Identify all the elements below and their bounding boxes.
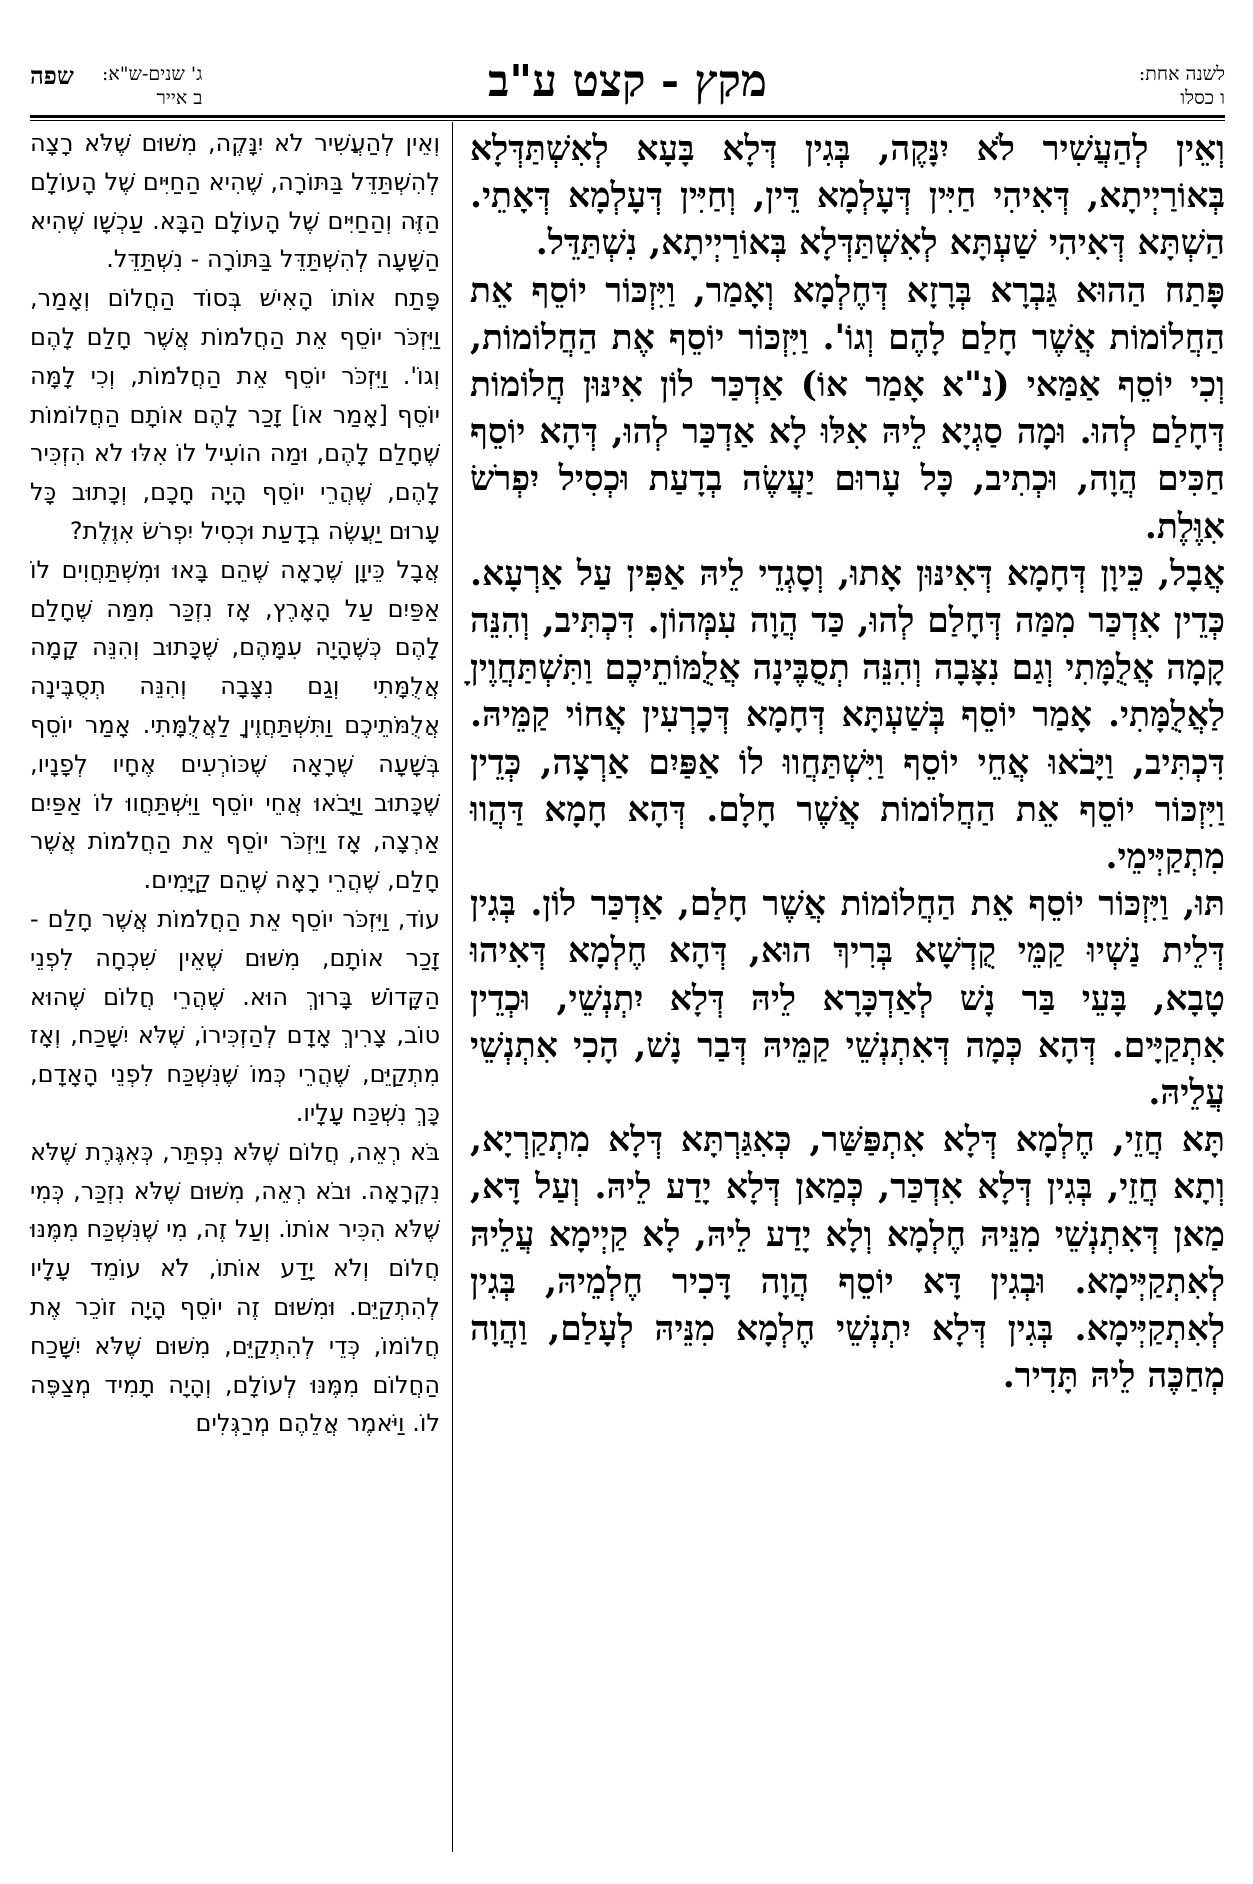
main-paragraph: וְאֵין לְהַעֲשִׁיר לֹא יִנָּקֶה, בְּגִין דְּלָא בָּעָא לְאִשְׁתַּדְּלָא בְּאוֹרַיְיתָא, דְּאִיהִי חַיִּין דְּעָלְמָא דֵּין, וְחַיִּין דְּעָלְמָא דְּאָתֵי. הַשְׁתָּא דְּאִיהִי שַׁעְתָּא לְאִשְׁתַּדְּלָא בְּאוֹרַיְיתָא, נִשְׁתַּדֵּל. <box>470 129 1225 264</box>
main-paragraph: פָּתַח הַהוּא גַּבְרָא בְּרָזָא דְּחֶלְמָא וְאָמַר, וַיִּזְכּוֹר יוֹסֵף אֵת הַחֲלוֹמוֹת אֲשֶׁר חָלַם לָהֶם וְגוֹ'. וַיִּזְכּוֹר יוֹסֵף אֶת הַחֲלוֹמוֹת, וְכִי יוֹסֵף אַמַּאי (נ"א אָמַר אוֹ) אַדְכַּר לוֹן אִינּוּן חֲלוֹמוֹת דְּחָלַם לְהוּ. וּמָה סַגְיָא לֵיהּ אִלּוּ לָא אַדְכַּר לְהוּ, דְּהָא יוֹסֵף חַכִּים הֲוָה, וּכְתִיב, כָּל עָרוּם יַעֲשֶׂה בְדָעַת וּכְסִיל יִפְרֹשׂ אִוֶּלֶת. <box>470 270 1225 547</box>
main-paragraph: תּוּ, וַיִּזְכּוֹר יוֹסֵף אֵת הַחֲלוֹמוֹת אֲשֶׁר חָלַם, אַדְכַּר לוֹן. בְּגִין דְּלֵית נַשְׁיוּ קַמֵּי קֻדְשָׁא בְּרִיךְ הוּא, דְּהָא חֶלְמָא דְּאִיהוּ טָבָא, בָּעֵי בַּר נָשׁ לְאַדְכָּרָא לֵיהּ דְּלָא יִתְנְשֵׁי, וּכְדֵין אִתְקַיָּים. דְּהָא כְּמָה דְּאִתְנְשֵׁי קַמֵּיהּ דְּבַר נָשׁ, הָכִי אִתְנְשֵׁי עֲלֵיהּ. <box>470 884 1225 1114</box>
page-number: שפה <box>30 61 74 90</box>
main-paragraph: אֲבָל, כֵּיוָן דְּחָמָא דְּאִינּוּן אָתוּ, וְסָגְדֵי לֵיהּ אַפִּין עַל אַרְעָא. כְּדֵין אִדְכַּר מִמַּה דְּחָלַם לְהוּ, כַּד הֲוָה עִמְּהוֹן. דִּכְתִּיב, וְהִנֵּה קָמָה אֲלֻמָּתִי וְגַם נִצָּבָה וְהִנֵּה תְסֻבֶּינָה אֲלֻמּוֹתֵיכֶם וַתִּשְׁתַּחֲוֶיןָ לַאֲלֻמָּתִי. אָמַר יוֹסֵף בְּשַׁעְתָּא דְּחָמָא דְּכָרְעִין אֲחוֹי קַמֵּיהּ. דִּכְתִּיב, וַיָּבֹאוּ אֲחֵי יוֹסֵף וַיִּשְׁתַּחֲווּ לוֹ אַפַּיִם אַרְצָה, כְּדֵין וַיִּזְכּוֹר יוֹסֵף אֵת הַחֲלוֹמוֹת אֲשֶׁר חָלָם. דְּהָא חָמָא דַּהֲווּ מִתְקַיְּימֵי. <box>470 553 1225 878</box>
schedule-label: ג' שנים-ש"א: <box>102 63 203 85</box>
header-rule <box>30 115 1225 118</box>
main-paragraph: תָּא חֲזֵי, חֶלְמָא דְּלָא אִתְפַּשַּׁר, כְּאִגַּרְתָּא דְּלָא מִתְקַרְיָא, וְתָא חֲזֵי, בְּגִין דְּלָא אִדְכַּר, כְּמַאן דְּלָא יָדַע לֵיהּ. וְעַל דָּא, מַאן דְּאִתְנְשֵׁי מִנֵּיהּ חֶלְמָא וְלָא יָדַע לֵיהּ, לָא קַיְימָא עֲלֵיהּ לְאִתְקַיְּימָא. וּבְגִין דָּא יוֹסֵף הֲוָה דָּכִיר חֶלְמֵיהּ, בְּגִין לְאִתְקַיְּימָא. בְּגִין דְּלָא יִתְנְשֵׁי חֶלְמָא מִנֵּיהּ לְעָלַם, וַהֲוָה מְחַכֶּה לֵיהּ תָּדִיר. <box>470 1120 1225 1397</box>
commentary-paragraph: בֹּא רְאֵה, חֲלוֹם שֶׁלֹּא נִפְתַּר, כְּאִגֶּרֶת שֶׁלֹּא נִקְרָאָה. וּבֹא רְאֵה, מִשּׁוּם שֶׁלֹּא נִזְכַּר, כְּמִי שֶׁלֹּא הִכִּיר אוֹתוֹ. וְעַל זֶה, מִי שֶׁנִּשְׁכַּח מִמֶּנּוּ חֲלוֹם וְלֹא יָדַע אוֹתוֹ, לֹא עוֹמֵד עָלָיו לְהִתְקַיֵּם. וּמִשּׁוּם זֶה יוֹסֵף הָיָה זוֹכֵר אֶת חֲלוֹמוֹ, כְּדֵי לְהִתְקַיֵּם, מִשּׁוּם שֶׁלֹּא יִשָּׁכַח הַחֲלוֹם מִמֶּנּוּ לְעוֹלָם, וְהָיָה תָמִיד מְצַפֶּה לוֹ. וַיֹּאמֶר אֲלֵהֶם מְרַגְּלִים <box>30 1137 440 1438</box>
commentary-paragraph: עוֹד, וַיִּזְכֹּר יוֹסֵף אֵת הַחֲלֹמוֹת אֲשֶׁר חָלַם - זָכַר אוֹתָם, מִשּׁוּם שֶׁאֵין שִׁכְחָה לִפְנֵי הַקָּדוֹשׁ בָּרוּךְ הוּא. שֶׁהֲרֵי חֲלוֹם שֶׁהוּא טוֹב, צָרִיךְ אָדָם לְהַזְכִּירוֹ, שֶׁלֹּא יִשָּׁכַח, וְאָז מִתְקַיֵּם, שֶׁהֲרֵי כְּמוֹ שֶׁנִּשְׁכַּח לִפְנֵי הָאָדָם, כָּךְ נִשְׁכַּח עָלָיו. <box>30 904 440 1127</box>
study-schedule-one-year <box>1139 62 1225 110</box>
main-text-column <box>470 126 1225 1400</box>
schedule-date: ב אייר <box>156 87 203 109</box>
commentary-column <box>30 124 440 1443</box>
page-title: מקץ - קצט ע"ב <box>488 56 767 107</box>
column-divider <box>452 122 453 1852</box>
study-schedule-three-years <box>102 62 202 110</box>
page-header <box>30 56 1225 114</box>
commentary-paragraph: וְאֵין לְהַעֲשִׁיר לֹא יִנָּקֶה, מִשּׁוּם שֶׁלֹּא רָצָה לְהִשְׁתַּדֵּל בַּתּוֹרָה, שֶׁהִיא הַחַיִּים שֶׁל הָעוֹלָם הַזֶּה וְהַחַיִּים שֶׁל הָעוֹלָם הַבָּא. עַכְשָׁו שֶׁהִיא הַשָּׁעָה לְהִשְׁתַּדֵּל בַּתּוֹרָה - נִשְׁתַּדֵּל. <box>30 129 440 274</box>
schedule-date: ו כסלו <box>1180 87 1225 109</box>
commentary-paragraph: פָּתַח אוֹתוֹ הָאִישׁ בְּסוֹד הַחֲלוֹם וְאָמַר, וַיִּזְכֹּר יוֹסֵף אֵת הַחֲלֹמוֹת אֲשֶׁר חָלַם לָהֶם וְגוֹ'. וַיִּזְכֹּר יוֹסֵף אֵת הַחֲלֹמוֹת, וְכִי לָמָּה יוֹסֵף [אָמַר אוֹ] זָכַר לָהֶם אוֹתָם הַחֲלוֹמוֹת שֶׁחָלַם לָהֶם, וּמַה הוֹעִיל לוֹ אִלּוּ לֹא הִזְכִּיר לָהֶם, שֶׁהֲרֵי יוֹסֵף הָיָה חָכָם, וְכָתוּב כָּל עָרוּם יַעֲשֶׂה בְדָעַת וּכְסִיל יִפְרֹשׂ אִוֶּלֶת? <box>30 284 440 545</box>
schedule-label: לשנה אחת: <box>1138 63 1225 85</box>
commentary-paragraph: אֲבָל כֵּיוָן שֶׁרָאָה שֶׁהֵם בָּאוּ וּמִשְׁתַּחֲוִים לוֹ אַפַּיִם עַל הָאָרֶץ, אָז נִזְכַּר מִמַּה שֶּׁחָלַם לָהֶם כְּשֶׁהָיָה עִמָּהֶם, שֶׁכָּתוּב וְהִנֵּה קָמָה אֲלֻמָּתִי וְגַם נִצָּבָה וְהִנֵּה תְסֻבֶּינָה אֲלֻמֹּתֵיכֶם וַתִּשְׁתַּחֲוֶיןָ לַאֲלֻמָּתִי. אָמַר יוֹסֵף בְּשָׁעָה שֶׁרָאָה שֶׁכּוֹרְעִים אֶחָיו לְפָנָיו, שֶׁכָּתוּב וַיָּבֹאוּ אֲחֵי יוֹסֵף וַיִּשְׁתַּחֲווּ לוֹ אַפַּיִם אַרְצָה, אָז וַיִּזְכֹּר יוֹסֵף אֵת הַחֲלֹמוֹת אֲשֶׁר חָלַם, שֶׁהֲרֵי רָאָה שֶׁהֵם קַיָּמִים. <box>30 555 440 895</box>
header-rule-thin <box>30 120 1225 121</box>
